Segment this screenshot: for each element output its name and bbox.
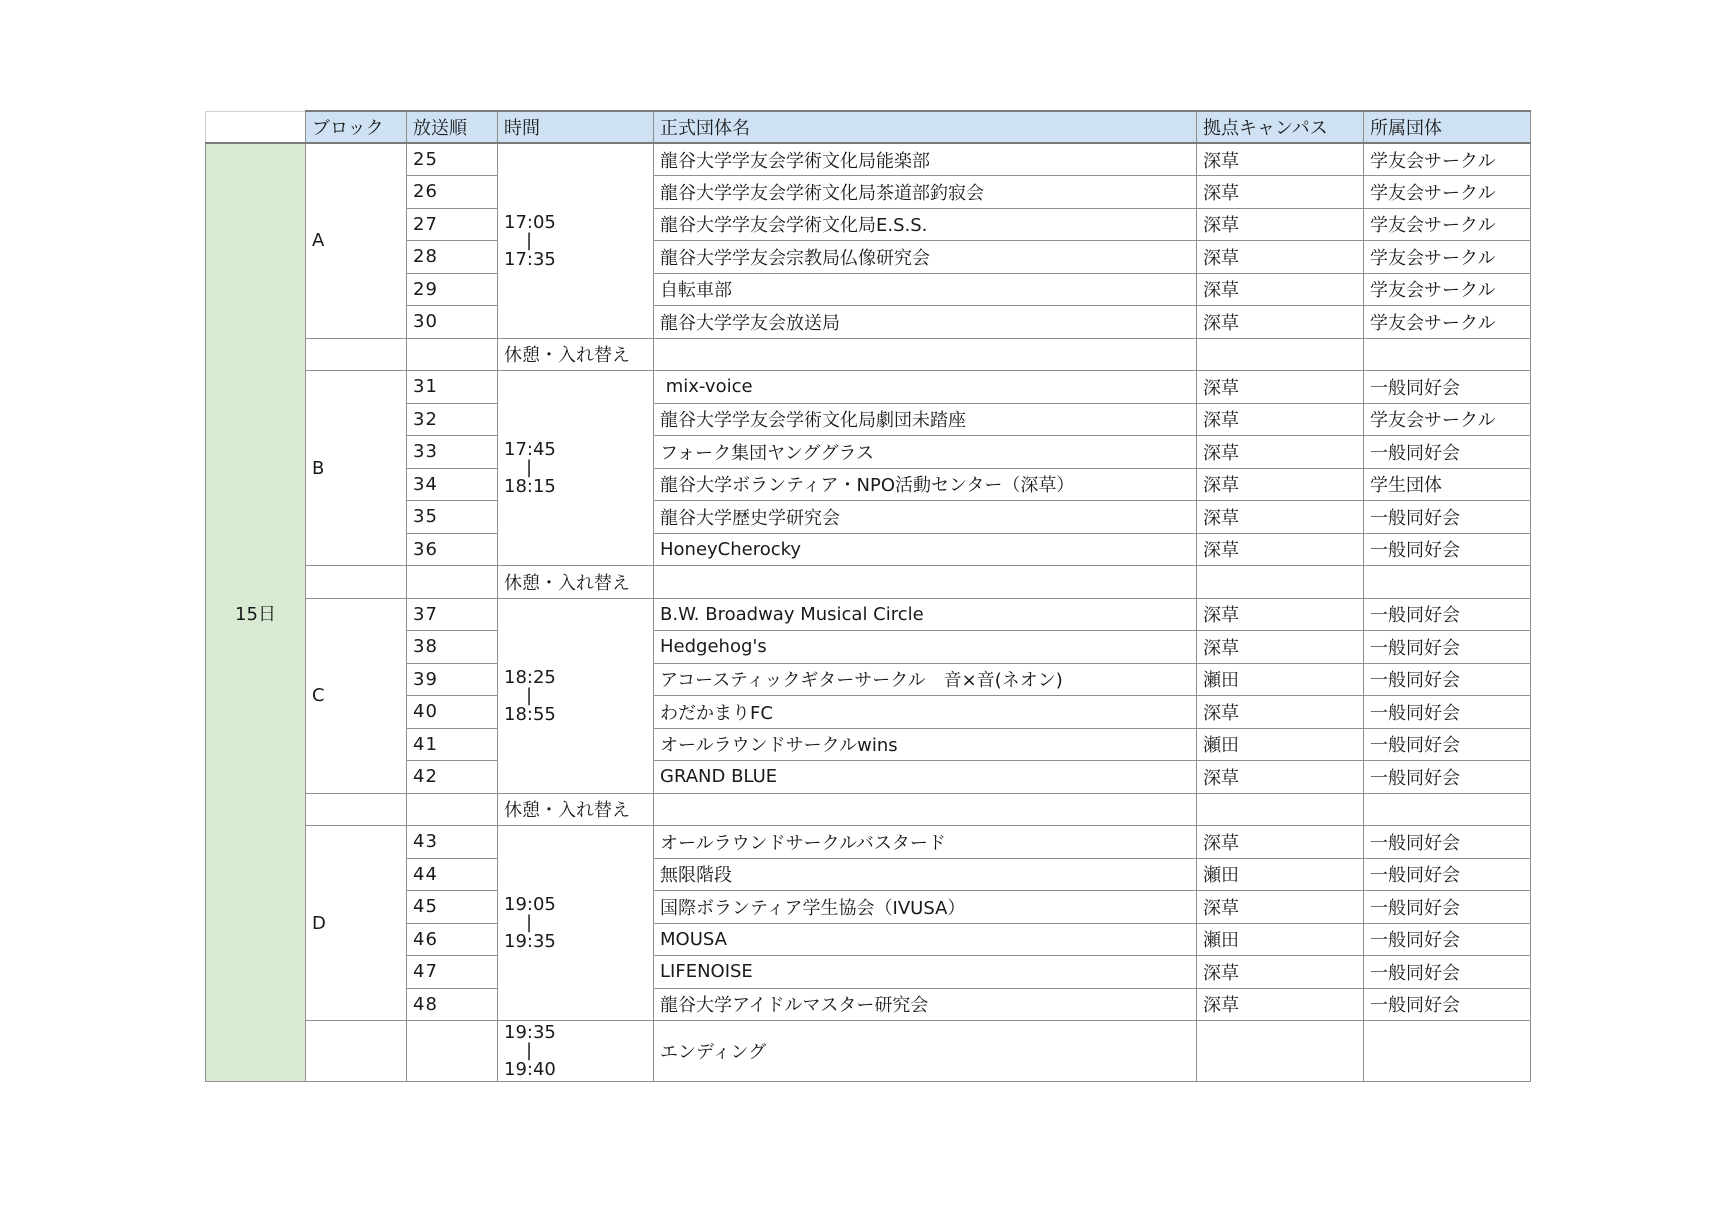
broadcast-order: 40: [407, 696, 498, 729]
schedule-body: [206, 143, 1531, 1082]
break-row: [206, 793, 1531, 826]
broadcast-order: 26: [407, 176, 498, 209]
block-label: C: [306, 598, 407, 793]
schedule-table: [205, 110, 1531, 1082]
affiliation: 一般同好会: [1364, 501, 1531, 534]
campus: 瀬田: [1197, 728, 1364, 761]
ending-time-start: 19:35: [504, 1022, 556, 1043]
group-name: オールラウンドサークルwins: [654, 728, 1197, 761]
broadcast-order: 37: [407, 598, 498, 631]
broadcast-order: 44: [407, 858, 498, 891]
campus: 深草: [1197, 371, 1364, 404]
time-start: 18:25: [504, 666, 556, 688]
campus: 深草: [1197, 143, 1364, 176]
time-separator: |: [526, 1040, 533, 1061]
campus: 深草: [1197, 533, 1364, 566]
group-name: オールラウンドサークルバスタード: [654, 826, 1197, 859]
campus: 深草: [1197, 631, 1364, 664]
table-row: [206, 143, 1531, 176]
campus: 深草: [1197, 403, 1364, 436]
broadcast-order: 48: [407, 988, 498, 1021]
campus: 深草: [1197, 988, 1364, 1021]
affiliation: 一般同好会: [1364, 923, 1531, 956]
group-name: わだかまりFC: [654, 696, 1197, 729]
header-group-name: 正式団体名: [654, 111, 1197, 143]
ending-time-end: 19:40: [504, 1059, 556, 1080]
affiliation: 一般同好会: [1364, 371, 1531, 404]
block-label: B: [306, 371, 407, 566]
header-campus: 拠点キャンパス: [1197, 111, 1364, 143]
block-label: A: [306, 143, 407, 338]
broadcast-order: 38: [407, 631, 498, 664]
campus: 深草: [1197, 306, 1364, 339]
campus: 深草: [1197, 501, 1364, 534]
time-range: [498, 826, 654, 1021]
campus: 深草: [1197, 273, 1364, 306]
ending-row: [206, 1021, 1531, 1082]
campus: 深草: [1197, 891, 1364, 924]
campus: 深草: [1197, 956, 1364, 989]
affiliation: 学友会サークル: [1364, 176, 1531, 209]
time-range: [498, 143, 654, 338]
time-separator: |: [526, 229, 533, 251]
group-name: 龍谷大学学友会宗教局仏像研究会: [654, 241, 1197, 274]
campus: 瀬田: [1197, 858, 1364, 891]
group-name: アコースティックギターサークル 音×音(ネオン): [654, 663, 1197, 696]
broadcast-order: 28: [407, 241, 498, 274]
header-blank: [206, 111, 306, 143]
group-name: MOUSA: [654, 923, 1197, 956]
campus: 深草: [1197, 436, 1364, 469]
break-row: [206, 566, 1531, 599]
time-separator: |: [526, 684, 533, 706]
affiliation: 学友会サークル: [1364, 208, 1531, 241]
group-name: GRAND BLUE: [654, 761, 1197, 794]
affiliation: 学友会サークル: [1364, 273, 1531, 306]
header-block: ブロック: [306, 111, 407, 143]
table-row: [206, 826, 1531, 859]
table-row: [206, 598, 1531, 631]
group-name: Hedgehog's: [654, 631, 1197, 664]
affiliation: 一般同好会: [1364, 436, 1531, 469]
break-label: 休憩・入れ替え: [498, 566, 654, 599]
group-name: フォーク集団ヤンググラス: [654, 436, 1197, 469]
day-cell: 15日: [206, 143, 306, 1082]
header-row: [206, 111, 1531, 143]
affiliation: 一般同好会: [1364, 663, 1531, 696]
broadcast-order: 47: [407, 956, 498, 989]
time-range: [498, 598, 654, 793]
campus: 瀬田: [1197, 923, 1364, 956]
campus: 深草: [1197, 826, 1364, 859]
campus: 深草: [1197, 696, 1364, 729]
affiliation: 一般同好会: [1364, 891, 1531, 924]
campus: 深草: [1197, 208, 1364, 241]
broadcast-order: 31: [407, 371, 498, 404]
affiliation: 一般同好会: [1364, 533, 1531, 566]
campus: 深草: [1197, 176, 1364, 209]
broadcast-order: 41: [407, 728, 498, 761]
broadcast-order: 35: [407, 501, 498, 534]
group-name: 龍谷大学歴史学研究会: [654, 501, 1197, 534]
header-time: 時間: [498, 111, 654, 143]
time-start: 17:45: [504, 439, 556, 460]
time-end: 18:55: [504, 703, 556, 725]
group-name: 龍谷大学ボランティア・NPO活動センター（深草）: [654, 468, 1197, 501]
affiliation: 一般同好会: [1364, 956, 1531, 989]
time-separator: |: [526, 457, 533, 478]
group-name: LIFENOISE: [654, 956, 1197, 989]
affiliation: 学友会サークル: [1364, 241, 1531, 274]
broadcast-order: 32: [407, 403, 498, 436]
broadcast-order: 25: [407, 143, 498, 176]
campus: 瀬田: [1197, 663, 1364, 696]
group-name: 無限階段: [654, 858, 1197, 891]
time-end: 17:35: [504, 248, 556, 270]
affiliation: 一般同好会: [1364, 761, 1531, 794]
time-separator: |: [526, 912, 533, 933]
campus: 深草: [1197, 761, 1364, 794]
affiliation: 一般同好会: [1364, 696, 1531, 729]
campus: 深草: [1197, 598, 1364, 631]
broadcast-order: 33: [407, 436, 498, 469]
broadcast-order: 46: [407, 923, 498, 956]
break-label: 休憩・入れ替え: [498, 793, 654, 826]
affiliation: 学友会サークル: [1364, 143, 1531, 176]
group-name: 龍谷大学学友会学術文化局E.S.S.: [654, 208, 1197, 241]
group-name: 龍谷大学学友会学術文化局能楽部: [654, 143, 1197, 176]
time-start: 19:05: [504, 894, 556, 915]
header-order: 放送順: [407, 111, 498, 143]
campus: 深草: [1197, 241, 1364, 274]
group-name: 龍谷大学学友会学術文化局茶道部釣寂会: [654, 176, 1197, 209]
break-label: 休憩・入れ替え: [498, 338, 654, 371]
header-affiliation: 所属団体: [1364, 111, 1531, 143]
campus: 深草: [1197, 468, 1364, 501]
affiliation: 一般同好会: [1364, 988, 1531, 1021]
broadcast-order: 39: [407, 663, 498, 696]
broadcast-order: 42: [407, 761, 498, 794]
broadcast-order: 27: [407, 208, 498, 241]
table-row: [206, 371, 1531, 404]
ending-label: エンディング: [654, 1021, 1197, 1082]
broadcast-order: 30: [407, 306, 498, 339]
affiliation: 一般同好会: [1364, 826, 1531, 859]
break-row: [206, 338, 1531, 371]
group-name: HoneyCherocky: [654, 533, 1197, 566]
affiliation: 一般同好会: [1364, 728, 1531, 761]
affiliation: 一般同好会: [1364, 858, 1531, 891]
broadcast-order: 36: [407, 533, 498, 566]
affiliation: 学友会サークル: [1364, 403, 1531, 436]
affiliation: 学生団体: [1364, 468, 1531, 501]
group-name: 龍谷大学アイドルマスター研究会: [654, 988, 1197, 1021]
group-name: 自転車部: [654, 273, 1197, 306]
broadcast-order: 29: [407, 273, 498, 306]
group-name: 国際ボランティア学生協会（IVUSA）: [654, 891, 1197, 924]
ending-time: [498, 1021, 654, 1082]
time-end: 19:35: [504, 931, 556, 952]
affiliation: 一般同好会: [1364, 598, 1531, 631]
broadcast-order: 43: [407, 826, 498, 859]
affiliation: 学友会サークル: [1364, 306, 1531, 339]
time-end: 18:15: [504, 476, 556, 497]
group-name: mix-voice: [654, 371, 1197, 404]
time-start: 17:05: [504, 211, 556, 233]
broadcast-order: 45: [407, 891, 498, 924]
block-label: D: [306, 826, 407, 1021]
time-range: [498, 371, 654, 566]
group-name: 龍谷大学学友会放送局: [654, 306, 1197, 339]
group-name: B.W. Broadway Musical Circle: [654, 598, 1197, 631]
broadcast-order: 34: [407, 468, 498, 501]
group-name: 龍谷大学学友会学術文化局劇団未踏座: [654, 403, 1197, 436]
affiliation: 一般同好会: [1364, 631, 1531, 664]
